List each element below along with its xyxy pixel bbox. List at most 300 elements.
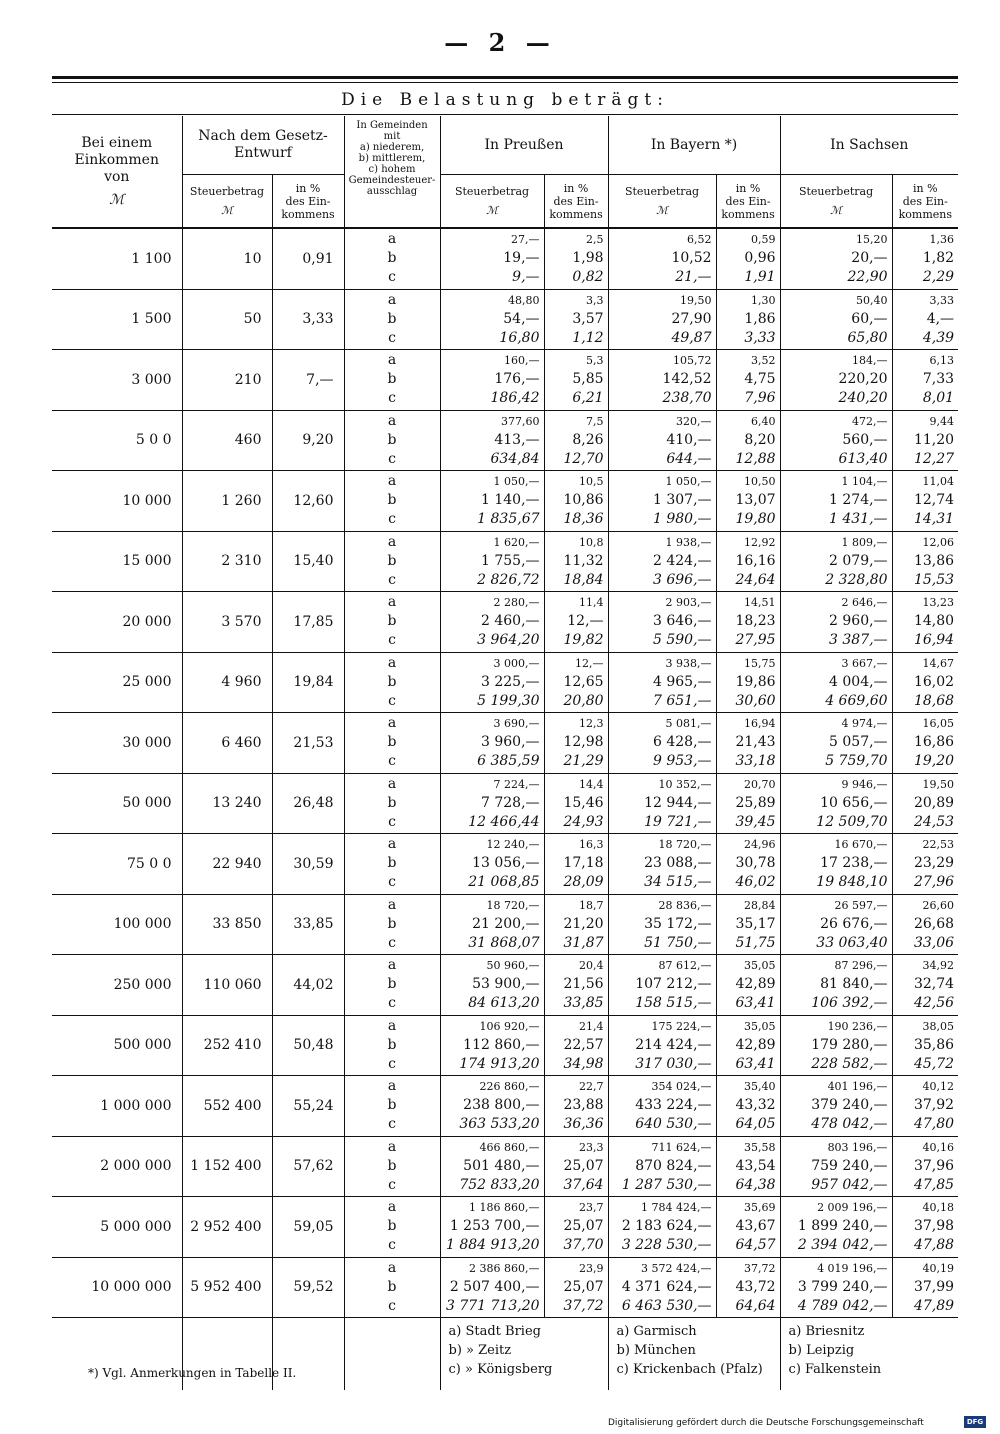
s-value-c: 47,88 <box>913 1237 955 1254</box>
municipal-class-label: b <box>387 613 397 630</box>
b-value-b: 4,75 <box>744 371 776 388</box>
income-cell: 10 000 000 <box>52 1257 182 1318</box>
p-tax-cell <box>440 592 544 653</box>
s-pct-cell <box>892 531 958 592</box>
p-value-a: 27,— <box>511 233 540 247</box>
b-value-c: 21,— <box>675 269 712 286</box>
s-value-b: 11,20 <box>913 431 955 448</box>
footnote: *) Vgl. Anmerkungen in Tabelle II. <box>88 1366 297 1380</box>
b-pct-cell <box>716 834 780 895</box>
s-value-b: 20,89 <box>913 794 955 811</box>
s-value-b: 20,— <box>851 250 888 267</box>
b-tax-cell <box>608 1197 716 1258</box>
municipal-header-line: mit <box>383 131 401 142</box>
municipal-class-cell <box>344 713 440 774</box>
b-value-a: 6,52 <box>687 233 712 247</box>
pct-line: des Ein- <box>725 194 771 208</box>
draft-pct-cell: 7,— <box>272 350 344 411</box>
p-value-b: 238 800,— <box>463 1097 540 1114</box>
pct-line: kommens <box>549 207 603 221</box>
s-pct-cell <box>892 894 958 955</box>
p-value-c: 0,82 <box>572 269 604 286</box>
p-value-a: 23,9 <box>579 1261 604 1275</box>
municipal-class-label: c <box>388 1237 396 1254</box>
income-header-line: Einkommen <box>74 151 159 168</box>
b-value-b: 43,54 <box>735 1157 776 1174</box>
income-cell: 1 500 <box>52 289 182 350</box>
legend-item: b) » Zeitz <box>448 1343 512 1358</box>
p-value-a: 377,60 <box>501 414 540 428</box>
s-value-a: 40,12 <box>922 1080 955 1094</box>
p-tax-cell <box>440 410 544 471</box>
s-value-c: 42,56 <box>913 995 955 1012</box>
s-value-a: 190 236,— <box>827 1019 888 1033</box>
municipal-class-label: a <box>387 896 397 913</box>
p-value-c: 16,80 <box>499 329 540 346</box>
municipal-header-line: ausschlag <box>366 186 418 197</box>
b-value-a: 35,58 <box>744 1140 776 1154</box>
p-value-c: 31 868,07 <box>468 934 540 951</box>
p-value-c: 21,29 <box>563 753 604 770</box>
p-pct-cell <box>544 410 608 471</box>
income-cell: 100 000 <box>52 894 182 955</box>
s-tax-cell <box>780 652 892 713</box>
s-value-b: 17 238,— <box>820 855 888 872</box>
municipal-class-label: a <box>387 836 397 853</box>
p-value-a: 16,3 <box>579 838 604 852</box>
municipal-class-label: c <box>388 511 396 528</box>
b-pct-cell <box>716 1257 780 1318</box>
municipal-class-label: c <box>388 995 396 1012</box>
p-value-c: 28,09 <box>563 874 604 891</box>
b-value-c: 34 515,— <box>644 874 712 891</box>
b-value-c: 3,33 <box>744 329 776 346</box>
b-tax-cell <box>608 713 716 774</box>
b-value-a: 105,72 <box>673 354 712 368</box>
municipal-class-label: b <box>387 1278 397 1295</box>
draft-pct-cell: 44,02 <box>272 955 344 1016</box>
s-value-c: 15,53 <box>913 571 955 588</box>
s-value-a: 2 009 196,— <box>817 1201 888 1215</box>
municipal-class-label: c <box>388 571 396 588</box>
income-header-line: Bei einem <box>81 134 153 151</box>
b-value-c: 6 463 530,— <box>621 1297 712 1314</box>
s-value-b: 26 676,— <box>820 915 888 932</box>
municipal-class-cell <box>344 773 440 834</box>
legend-item: c) Krickenbach (Pfalz) <box>616 1362 763 1377</box>
s-value-a: 4 974,— <box>841 717 888 731</box>
p-value-c: 36,36 <box>563 1116 604 1133</box>
s-value-c: 4,39 <box>922 329 955 346</box>
b-value-b: 6 428,— <box>653 734 712 751</box>
s-value-b: 1 274,— <box>829 492 888 509</box>
municipal-class-cell <box>344 1257 440 1318</box>
draft-tax-cell: 10 <box>182 228 272 289</box>
s-value-a: 40,18 <box>922 1201 955 1215</box>
p-value-a: 22,7 <box>579 1080 604 1094</box>
municipal-class-label: a <box>387 291 397 308</box>
draft-tax-cell: 33 850 <box>182 894 272 955</box>
municipal-class-label: a <box>387 594 397 611</box>
b-value-c: 46,02 <box>735 874 776 891</box>
b-value-b: 10,52 <box>671 250 712 267</box>
b-value-b: 25,89 <box>735 794 776 811</box>
b-value-b: 35,17 <box>735 915 776 932</box>
legend-bayern <box>608 1318 780 1391</box>
s-value-c: 65,80 <box>847 329 888 346</box>
s-value-b: 7,33 <box>922 371 955 388</box>
p-value-c: 2 826,72 <box>477 571 540 588</box>
p-tax-cell <box>440 531 544 592</box>
p-value-c: 634,84 <box>490 450 540 467</box>
p-pct-cell <box>544 834 608 895</box>
income-cell: 2 000 000 <box>52 1136 182 1197</box>
s-value-a: 1,36 <box>929 233 955 247</box>
municipal-class-label: a <box>387 1199 397 1216</box>
s-value-b: 560,— <box>842 431 888 448</box>
draft-pct-cell: 21,53 <box>272 713 344 774</box>
p-value-b: 23,88 <box>563 1097 604 1114</box>
p-value-c: 5 199,30 <box>477 692 540 709</box>
s-value-b: 3 799 240,— <box>797 1278 888 1295</box>
municipal-class-label: a <box>387 1259 397 1276</box>
p-value-a: 2,5 <box>586 233 604 247</box>
b-value-c: 30,60 <box>735 692 776 709</box>
s-pct-cell <box>892 592 958 653</box>
b-value-c: 12,88 <box>735 450 776 467</box>
legend-item: c) Falkenstein <box>788 1362 882 1377</box>
b-value-a: 16,94 <box>744 717 776 731</box>
b-value-b: 4 371 624,— <box>621 1278 712 1295</box>
b-tax-cell <box>608 410 716 471</box>
municipal-class-label: a <box>387 352 397 369</box>
p-value-a: 21,4 <box>579 1019 604 1033</box>
table-row <box>52 955 958 1016</box>
draft-header: Nach dem Gesetz-Entwurf <box>182 116 344 175</box>
pct-line: des Ein- <box>285 194 331 208</box>
pct-line: in % <box>913 181 938 195</box>
draft-tax-cell: 1 152 400 <box>182 1136 272 1197</box>
draft-pct-cell: 12,60 <box>272 471 344 532</box>
b-value-c: 5 590,— <box>653 632 712 649</box>
b-pct-cell <box>716 471 780 532</box>
b-value-c: 39,45 <box>735 813 776 830</box>
s-value-c: 12 509,70 <box>816 813 888 830</box>
b-value-c: 644,— <box>666 450 712 467</box>
b-value-b: 42,89 <box>735 976 776 993</box>
b-value-c: 24,64 <box>735 571 776 588</box>
tax-unit: ℳ <box>221 204 233 217</box>
b-tax-cell <box>608 228 716 289</box>
s-value-b: 4 004,— <box>829 673 888 690</box>
p-value-a: 50 960,— <box>486 959 540 973</box>
municipal-class-cell <box>344 652 440 713</box>
b-value-b: 1 307,— <box>653 492 712 509</box>
b-value-b: 21,43 <box>735 734 776 751</box>
s-value-a: 40,19 <box>922 1261 955 1275</box>
b-value-b: 8,20 <box>744 431 776 448</box>
b-value-c: 7 651,— <box>653 692 712 709</box>
tax-burden-table <box>52 116 958 1390</box>
s-value-a: 87 296,— <box>834 959 888 973</box>
municipal-header-line: a) niederem, <box>359 142 425 153</box>
s-value-a: 16 670,— <box>834 838 888 852</box>
b-value-a: 28 836,— <box>658 898 712 912</box>
p-value-b: 25,07 <box>563 1218 604 1235</box>
p-value-c: 1,12 <box>572 329 604 346</box>
p-value-a: 106 920,— <box>479 1019 540 1033</box>
draft-pct-cell: 59,05 <box>272 1197 344 1258</box>
b-tax-cell <box>608 289 716 350</box>
p-value-c: 186,42 <box>490 390 540 407</box>
income-cell: 250 000 <box>52 955 182 1016</box>
table-row <box>52 773 958 834</box>
s-value-a: 401 196,— <box>827 1080 888 1094</box>
s-value-c: 2 394 042,— <box>797 1237 888 1254</box>
s-pct-cell <box>892 410 958 471</box>
b-value-c: 1,91 <box>744 269 776 286</box>
s-value-c: 240,20 <box>838 390 888 407</box>
p-pct-cell <box>544 1076 608 1137</box>
b-value-b: 4 965,— <box>653 673 712 690</box>
s-tax-cell <box>780 350 892 411</box>
income-cell: 3 000 <box>52 350 182 411</box>
b-value-a: 1,30 <box>751 293 776 307</box>
b-value-a: 1 784 424,— <box>641 1201 712 1215</box>
tax-unit: ℳ <box>656 204 668 217</box>
pct-line: des Ein- <box>553 194 599 208</box>
b-tax-cell <box>608 1136 716 1197</box>
pct-line: des Ein- <box>902 194 948 208</box>
income-cell: 1 100 <box>52 228 182 289</box>
municipal-class-label: c <box>388 1116 396 1133</box>
b-pct-cell <box>716 289 780 350</box>
municipal-class-label: c <box>388 329 396 346</box>
b-value-b: 16,16 <box>735 552 776 569</box>
preussen-pct-header <box>544 175 608 229</box>
draft-tax-cell: 5 952 400 <box>182 1257 272 1318</box>
municipal-class-label: b <box>387 794 397 811</box>
table-row <box>52 410 958 471</box>
s-value-b: 13,86 <box>913 552 955 569</box>
b-value-c: 63,41 <box>735 995 776 1012</box>
b-value-a: 35,05 <box>744 959 776 973</box>
p-value-c: 3 771 713,20 <box>446 1297 540 1314</box>
p-value-b: 1 755,— <box>480 552 540 569</box>
s-value-a: 34,92 <box>922 959 955 973</box>
s-value-a: 16,05 <box>922 717 955 731</box>
b-value-a: 14,51 <box>744 596 776 610</box>
s-value-c: 27,96 <box>913 874 955 891</box>
s-pct-cell <box>892 773 958 834</box>
b-value-b: 13,07 <box>735 492 776 509</box>
s-tax-cell <box>780 410 892 471</box>
b-value-c: 19,80 <box>735 511 776 528</box>
b-tax-cell <box>608 894 716 955</box>
dfg-logo-icon: DFG <box>964 1416 986 1428</box>
p-value-b: 25,07 <box>563 1157 604 1174</box>
s-value-b: 2 079,— <box>829 552 888 569</box>
s-tax-cell <box>780 773 892 834</box>
b-tax-cell <box>608 350 716 411</box>
legend-item: b) München <box>616 1343 696 1358</box>
p-tax-cell <box>440 834 544 895</box>
s-value-a: 2 646,— <box>841 596 888 610</box>
p-tax-cell <box>440 894 544 955</box>
table-row <box>52 834 958 895</box>
s-tax-cell <box>780 1015 892 1076</box>
s-value-a: 9,44 <box>929 414 955 428</box>
p-value-b: 176,— <box>494 371 540 388</box>
preussen-tax-header <box>440 175 544 229</box>
p-value-b: 22,57 <box>563 1036 604 1053</box>
s-tax-cell <box>780 955 892 1016</box>
b-value-c: 64,38 <box>735 1176 776 1193</box>
draft-pct-cell: 33,85 <box>272 894 344 955</box>
p-pct-cell <box>544 652 608 713</box>
b-value-b: 214 424,— <box>635 1036 712 1053</box>
s-pct-cell <box>892 1136 958 1197</box>
s-value-c: 18,68 <box>913 692 955 709</box>
draft-tax-cell: 252 410 <box>182 1015 272 1076</box>
s-tax-cell <box>780 289 892 350</box>
s-pct-cell <box>892 471 958 532</box>
s-value-a: 15,20 <box>856 233 888 247</box>
municipal-class-cell <box>344 531 440 592</box>
draft-tax-cell: 1 260 <box>182 471 272 532</box>
b-value-b: 433 224,— <box>635 1097 712 1114</box>
s-value-b: 2 960,— <box>829 613 888 630</box>
draft-pct-cell: 50,48 <box>272 1015 344 1076</box>
p-value-b: 11,32 <box>563 552 604 569</box>
municipal-class-cell <box>344 350 440 411</box>
p-value-c: 1 884 913,20 <box>446 1237 540 1254</box>
draft-pct-cell: 57,62 <box>272 1136 344 1197</box>
s-value-b: 37,96 <box>913 1157 955 1174</box>
b-value-b: 12 944,— <box>644 794 712 811</box>
s-value-b: 16,02 <box>913 673 955 690</box>
p-pct-cell <box>544 350 608 411</box>
p-tax-cell <box>440 1136 544 1197</box>
b-value-b: 2 183 624,— <box>621 1218 712 1235</box>
b-value-a: 35,40 <box>744 1080 776 1094</box>
s-value-b: 60,— <box>851 310 888 327</box>
b-value-a: 24,96 <box>744 838 776 852</box>
p-value-b: 25,07 <box>563 1278 604 1295</box>
b-value-b: 0,96 <box>744 250 776 267</box>
p-value-c: 174 913,20 <box>459 1055 540 1072</box>
p-value-b: 1,98 <box>572 250 604 267</box>
municipal-class-label: c <box>388 692 396 709</box>
s-value-c: 613,40 <box>838 450 888 467</box>
p-value-b: 112 860,— <box>463 1036 540 1053</box>
s-value-c: 3 387,— <box>829 632 888 649</box>
s-value-b: 37,92 <box>913 1097 955 1114</box>
p-value-a: 160,— <box>504 354 540 368</box>
s-value-c: 4 789 042,— <box>797 1297 888 1314</box>
p-value-a: 466 860,— <box>479 1140 540 1154</box>
b-value-b: 19,86 <box>735 673 776 690</box>
income-cell: 500 000 <box>52 1015 182 1076</box>
p-value-c: 6 385,59 <box>477 753 540 770</box>
b-tax-cell <box>608 1015 716 1076</box>
p-value-a: 10,8 <box>579 535 604 549</box>
p-value-a: 3 690,— <box>493 717 540 731</box>
s-value-a: 9 946,— <box>841 777 888 791</box>
p-value-a: 14,4 <box>579 777 604 791</box>
p-pct-cell <box>544 471 608 532</box>
draft-tax-cell: 2 310 <box>182 531 272 592</box>
s-value-c: 22,90 <box>847 269 888 286</box>
b-value-b: 23 088,— <box>644 855 712 872</box>
p-pct-cell <box>544 1136 608 1197</box>
b-value-a: 3 938,— <box>665 656 712 670</box>
p-value-c: 21 068,85 <box>468 874 540 891</box>
municipal-class-label: b <box>387 552 397 569</box>
table-body <box>52 228 958 1390</box>
legend-preussen <box>440 1318 608 1391</box>
draft-pct-cell: 15,40 <box>272 531 344 592</box>
b-value-c: 7,96 <box>744 390 776 407</box>
table-row <box>52 471 958 532</box>
s-value-a: 19,50 <box>922 777 955 791</box>
s-value-c: 47,85 <box>913 1176 955 1193</box>
legend-item: a) Stadt Brieg <box>448 1324 541 1339</box>
p-value-b: 10,86 <box>563 492 604 509</box>
p-pct-cell <box>544 773 608 834</box>
p-value-c: 34,98 <box>563 1055 604 1072</box>
b-value-a: 87 612,— <box>658 959 712 973</box>
b-value-a: 35,05 <box>744 1019 776 1033</box>
pct-line: in % <box>563 181 589 195</box>
p-value-c: 37,70 <box>563 1237 604 1254</box>
b-pct-cell <box>716 652 780 713</box>
s-value-a: 13,23 <box>922 596 955 610</box>
b-value-b: 43,67 <box>735 1218 776 1235</box>
municipal-class-label: c <box>388 874 396 891</box>
pct-line: in % <box>735 181 761 195</box>
s-value-a: 6,13 <box>929 354 955 368</box>
draft-pct-cell: 55,24 <box>272 1076 344 1137</box>
s-value-b: 4,— <box>926 310 955 327</box>
b-pct-cell <box>716 228 780 289</box>
s-value-c: 16,94 <box>913 632 955 649</box>
b-value-c: 238,70 <box>662 390 712 407</box>
draft-tax-cell: 552 400 <box>182 1076 272 1137</box>
p-value-a: 23,7 <box>579 1201 604 1215</box>
p-value-c: 20,80 <box>563 692 604 709</box>
p-value-b: 12,65 <box>563 673 604 690</box>
s-value-b: 35,86 <box>913 1036 955 1053</box>
municipal-class-label: c <box>388 269 396 286</box>
p-value-a: 11,4 <box>579 596 604 610</box>
b-value-c: 9 953,— <box>653 753 712 770</box>
s-value-b: 37,98 <box>913 1218 955 1235</box>
s-value-b: 26,68 <box>913 915 955 932</box>
b-value-b: 107 212,— <box>635 976 712 993</box>
income-cell: 5 000 000 <box>52 1197 182 1258</box>
s-value-a: 184,— <box>852 354 888 368</box>
p-tax-cell <box>440 289 544 350</box>
b-tax-cell <box>608 1076 716 1137</box>
b-value-c: 317 030,— <box>635 1055 712 1072</box>
bayern-tax-header <box>608 175 716 229</box>
p-pct-cell <box>544 592 608 653</box>
p-pct-cell <box>544 531 608 592</box>
legend-item: a) Briesnitz <box>788 1324 865 1339</box>
table-row <box>52 1197 958 1258</box>
legend-sachsen <box>780 1318 958 1391</box>
